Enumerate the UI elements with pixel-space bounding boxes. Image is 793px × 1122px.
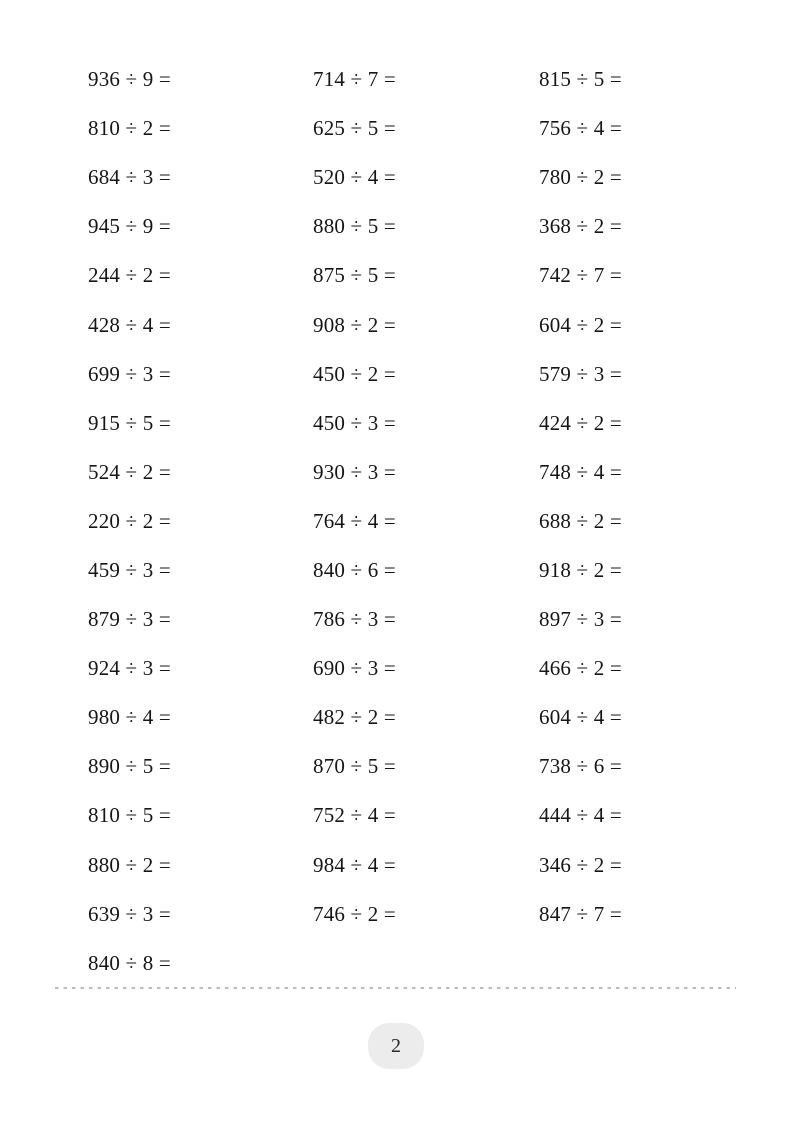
division-problem: 424 ÷ 2 = <box>539 410 622 435</box>
division-problem: 880 ÷ 2 = <box>88 852 171 877</box>
division-problem: 459 ÷ 3 = <box>88 557 171 582</box>
division-problem: 756 ÷ 4 = <box>539 116 622 141</box>
division-problem: 625 ÷ 5 = <box>313 116 396 141</box>
division-problem: 688 ÷ 2 = <box>539 508 622 533</box>
division-problem: 880 ÷ 5 = <box>313 214 396 239</box>
division-problem-grid <box>88 55 769 988</box>
division-problem: 699 ÷ 3 = <box>88 361 171 386</box>
division-problem: 890 ÷ 5 = <box>88 754 171 779</box>
division-problem: 764 ÷ 4 = <box>313 508 396 533</box>
division-problem: 604 ÷ 2 = <box>539 312 622 337</box>
division-problem: 684 ÷ 3 = <box>88 165 171 190</box>
division-problem: 748 ÷ 4 = <box>539 459 622 484</box>
division-problem: 918 ÷ 2 = <box>539 557 622 582</box>
division-problem: 984 ÷ 4 = <box>313 852 396 877</box>
division-problem: 466 ÷ 2 = <box>539 656 622 681</box>
division-problem: 840 ÷ 8 = <box>88 950 171 975</box>
division-problem: 220 ÷ 2 = <box>88 508 171 533</box>
division-problem: 244 ÷ 2 = <box>88 263 171 288</box>
page-number-badge <box>368 1023 424 1069</box>
footer-dashed-divider <box>55 987 736 989</box>
division-problem: 908 ÷ 2 = <box>313 312 396 337</box>
division-problem: 604 ÷ 4 = <box>539 705 622 730</box>
division-problem: 810 ÷ 5 = <box>88 803 171 828</box>
division-problem: 945 ÷ 9 = <box>88 214 171 239</box>
division-problem: 520 ÷ 4 = <box>313 165 396 190</box>
division-problem: 752 ÷ 4 = <box>313 803 396 828</box>
division-problem: 450 ÷ 3 = <box>313 410 396 435</box>
division-problem: 482 ÷ 2 = <box>313 705 396 730</box>
division-problem: 815 ÷ 5 = <box>539 67 622 92</box>
division-problem: 524 ÷ 2 = <box>88 459 171 484</box>
division-problem: 786 ÷ 3 = <box>313 607 396 632</box>
division-problem: 738 ÷ 6 = <box>539 754 622 779</box>
division-problem: 780 ÷ 2 = <box>539 165 622 190</box>
division-problem: 690 ÷ 3 = <box>313 656 396 681</box>
division-problem: 897 ÷ 3 = <box>539 607 622 632</box>
division-problem: 930 ÷ 3 = <box>313 459 396 484</box>
division-problem: 810 ÷ 2 = <box>88 116 171 141</box>
division-problem: 346 ÷ 2 = <box>539 852 622 877</box>
division-problem: 936 ÷ 9 = <box>88 67 171 92</box>
division-problem: 579 ÷ 3 = <box>539 361 622 386</box>
division-problem: 915 ÷ 5 = <box>88 410 171 435</box>
division-problem: 875 ÷ 5 = <box>313 263 396 288</box>
division-problem: 444 ÷ 4 = <box>539 803 622 828</box>
division-problem: 746 ÷ 2 = <box>313 901 396 926</box>
division-problem: 924 ÷ 3 = <box>88 656 171 681</box>
division-problem: 742 ÷ 7 = <box>539 263 622 288</box>
division-problem: 714 ÷ 7 = <box>313 67 396 92</box>
division-problem: 840 ÷ 6 = <box>313 557 396 582</box>
division-problem: 368 ÷ 2 = <box>539 214 622 239</box>
division-problem: 980 ÷ 4 = <box>88 705 171 730</box>
division-problem: 428 ÷ 4 = <box>88 312 171 337</box>
division-problem: 450 ÷ 2 = <box>313 361 396 386</box>
page-number: 2 <box>391 1034 401 1057</box>
division-problem: 847 ÷ 7 = <box>539 901 622 926</box>
division-problem: 870 ÷ 5 = <box>313 754 396 779</box>
division-problem: 879 ÷ 3 = <box>88 607 171 632</box>
division-problem: 639 ÷ 3 = <box>88 901 171 926</box>
